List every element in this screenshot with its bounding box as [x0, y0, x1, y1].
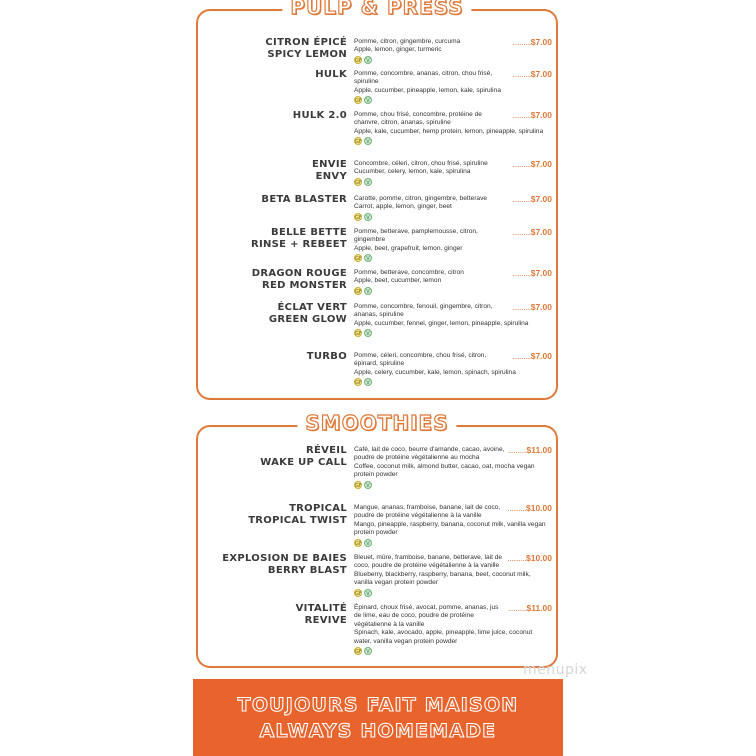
item-name	[269, 302, 347, 326]
gluten-free-icon: GF	[355, 590, 362, 597]
vegan-icon: V	[364, 287, 372, 295]
item-name-line: ÉCLAT VERT	[277, 302, 347, 313]
item-name	[260, 445, 347, 469]
description-french: Pomme, céleri, concombre, chou frisé, citron, épinard, spiruline	[354, 352, 487, 368]
item-name-line: HULK	[315, 69, 347, 80]
item-price: ..........$10.00	[507, 503, 552, 513]
item-name-line: BERRY BLAST	[267, 565, 347, 576]
gluten-free-icon: GF	[355, 482, 362, 489]
gluten-free-icon: GF	[355, 380, 362, 387]
item-name-line: ENVIE	[312, 159, 347, 170]
vegan-icon: V	[364, 254, 372, 262]
description-english: Apple, kale, cucumber, hemp protein, lemon, pineapple, spirulina	[354, 127, 544, 135]
gluten-free-icon: GF	[355, 98, 362, 105]
vegan-icon: V	[364, 96, 372, 104]
item-name-line: RINSE + REBEET	[250, 239, 347, 250]
item-price: ..........$10.00	[507, 553, 552, 563]
description-english: Spinach, kale, avocado, apple, pineapple, lime juice, coconut water, vanilla vegan protein powder	[354, 629, 533, 645]
item-price: ..........$11.00	[507, 603, 552, 613]
homemade-banner	[193, 679, 563, 756]
diet-badges	[354, 539, 546, 547]
description-french: Pomme, chou frisé, concombre, protéine de chanvre, citron, ananas, spiruline	[354, 111, 482, 127]
vegan-icon: V	[364, 137, 372, 145]
item-name	[265, 37, 347, 61]
price-value: $7.00	[530, 110, 552, 120]
description-english: Apple, beet, grapefruit, lemon, ginger	[354, 244, 463, 252]
gluten-free-icon: GF	[355, 540, 362, 547]
banner-line-french: TOUJOURS FAIT MAISON	[237, 694, 519, 716]
smoothies-section	[196, 411, 558, 668]
description-french: Pomme, citron, gingembre, curcuma	[354, 38, 461, 45]
description-english: Apple, cucumber, pineapple, lemon, kale, spirulina	[354, 86, 501, 94]
diet-badges	[354, 56, 546, 64]
diet-badges	[354, 96, 546, 104]
diet-badges	[354, 137, 546, 145]
item-name	[315, 69, 347, 81]
price-value: $11.00	[526, 445, 552, 455]
item-name	[293, 110, 347, 122]
vegan-icon: V	[364, 539, 372, 547]
gluten-free-icon: GF	[355, 139, 362, 146]
gluten-free-icon: GF	[355, 214, 362, 221]
description-french: Épinard, choux frisé, avocat, pomme, ananas, jus de lime, eau de coco, poudre de protéine végétalienne à la vanille	[354, 604, 499, 628]
description-french: Mangue, ananas, framboise, banane, lait de coco, poudre de protéine végétalienne à la vanille	[354, 504, 501, 520]
vegan-icon: V	[364, 589, 372, 597]
description-english: Mango, pineapple, raspberry, banana, coconut milk, vanilla vegan protein powder	[354, 520, 546, 537]
item-price: ..........$7.00	[512, 69, 552, 79]
description-english: Blueberry, blackberry, raspberry, banana, beet, coconut milk, vanilla vegan protein powder	[354, 570, 531, 587]
pulp-press-section	[196, 0, 558, 400]
item-name	[312, 159, 347, 183]
description-english: Coffee, coconut milk, almond butter, cacao, oat, mocha vegan protein powder	[354, 462, 535, 479]
item-name-line: HULK 2.0	[292, 110, 347, 121]
item-name-line: TROPICAL TWIST	[248, 515, 347, 526]
item-name	[251, 227, 347, 251]
diet-badges	[354, 589, 546, 597]
item-name	[307, 351, 347, 363]
item-name-line: BETA BLASTER	[261, 194, 347, 205]
item-price: ..........$7.00	[512, 159, 552, 169]
price-value: $7.00	[530, 351, 552, 361]
pulp-press-title: PULP & PRESS	[282, 0, 471, 19]
item-name-line: REVIVE	[304, 615, 347, 626]
item-name-line: TROPICAL	[289, 503, 347, 514]
item-name-line: GREEN GLOW	[268, 314, 347, 325]
smoothies-title: SMOOTHIES	[297, 411, 456, 435]
item-name	[261, 194, 347, 206]
diet-badges	[354, 287, 546, 295]
vegan-icon: V	[364, 56, 372, 64]
item-name	[296, 603, 347, 627]
item-name-line: BELLE BETTE	[271, 227, 347, 238]
vegan-icon: V	[364, 647, 372, 655]
vegan-icon: V	[364, 178, 372, 186]
description-french: Pomme, betterave, concombre, citron	[354, 269, 464, 276]
description-french: Pomme, betterave, pamplemousse, citron, gingembre	[354, 228, 478, 244]
description-english: Apple, celery, cucumber, kale, lemon, spinach, spirulina	[354, 368, 516, 376]
diet-badges	[354, 254, 546, 262]
item-name-line: CITRON ÉPICÉ	[265, 37, 347, 48]
vegan-icon: V	[364, 213, 372, 221]
gluten-free-icon: GF	[355, 179, 362, 186]
price-value: $11.00	[526, 603, 552, 613]
item-name-line: VITALITÉ	[295, 603, 347, 614]
diet-badges	[354, 329, 546, 337]
diet-badges	[354, 178, 546, 186]
description-french: Pomme, concombre, fenouil, gingembre, citron, ananas, spiruline	[354, 303, 493, 319]
item-name	[248, 503, 347, 527]
price-value: $7.00	[530, 302, 552, 312]
price-value: $7.00	[530, 227, 552, 237]
diet-badges	[354, 481, 546, 489]
item-price: ..........$7.00	[512, 227, 552, 237]
item-name-line: SPICY LEMON	[267, 49, 347, 60]
description-french: Carotte, pomme, citron, gingembre, betterave	[354, 195, 488, 202]
item-name-line: TURBO	[306, 351, 347, 362]
gluten-free-icon: GF	[355, 256, 362, 263]
item-price: ..........$7.00	[512, 37, 552, 47]
description-french: Pomme, concombre, ananas, citron, chou frisé, spiruline	[354, 70, 493, 86]
banner-line-english: ALWAYS HOMEMADE	[259, 720, 497, 742]
gluten-free-icon: GF	[355, 57, 362, 64]
price-value: $7.00	[530, 268, 552, 278]
item-name-line: RÉVEIL	[306, 445, 347, 456]
description-french: Concombre, céleri, citron, chou frisé, spiruline	[354, 160, 488, 167]
price-value: $10.00	[526, 553, 552, 563]
gluten-free-icon: GF	[355, 331, 362, 338]
item-price: ..........$7.00	[512, 302, 552, 312]
price-value: $7.00	[530, 37, 552, 47]
vegan-icon: V	[364, 481, 372, 489]
item-name-line: ENVY	[315, 171, 347, 182]
vegan-icon: V	[364, 378, 372, 386]
description-french: Café, lait de coco, beurre d'amande, cacao, avoine, poudre de protéine végétalienne au mocha	[354, 446, 505, 462]
description-english: Carrot, apple, lemon, ginger, beet	[354, 203, 452, 211]
item-price: ..........$7.00	[512, 351, 552, 361]
diet-badges	[354, 647, 546, 655]
gluten-free-icon: GF	[355, 288, 362, 295]
vegan-icon: V	[364, 329, 372, 337]
price-value: $7.00	[530, 69, 552, 79]
description-english: Apple, cucumber, fennel, ginger, lemon, pineapple, spirulina	[354, 319, 529, 327]
price-value: $10.00	[526, 503, 552, 513]
item-price: ..........$7.00	[512, 194, 552, 204]
diet-badges	[354, 378, 546, 386]
item-name	[252, 268, 347, 292]
item-name-line: RED MONSTER	[262, 280, 347, 291]
price-value: $7.00	[530, 159, 552, 169]
diet-badges	[354, 213, 546, 221]
description-english: Apple, beet, cucumber, lemon	[354, 277, 442, 285]
watermark-logo: menupix	[523, 662, 588, 678]
item-name	[222, 553, 347, 577]
item-name-line: DRAGON ROUGE	[251, 268, 347, 279]
gluten-free-icon: GF	[355, 649, 362, 656]
item-price: ..........$7.00	[512, 268, 552, 278]
item-price: ..........$7.00	[512, 110, 552, 120]
description-english: Apple, lemon, ginger, turmeric	[354, 46, 442, 54]
price-value: $7.00	[530, 194, 552, 204]
item-name-line: WAKE UP CALL	[260, 457, 347, 468]
item-name-line: EXPLOSION DE BAIES	[222, 553, 347, 564]
description-english: Cucumber, celery, lemon, kale, spirulina	[354, 168, 471, 176]
item-price: ..........$11.00	[507, 445, 552, 455]
description-french: Bleuet, mûre, framboise, banane, betterave, lait de coco, poudre de protéine végétalienne à la vanille	[354, 554, 503, 570]
